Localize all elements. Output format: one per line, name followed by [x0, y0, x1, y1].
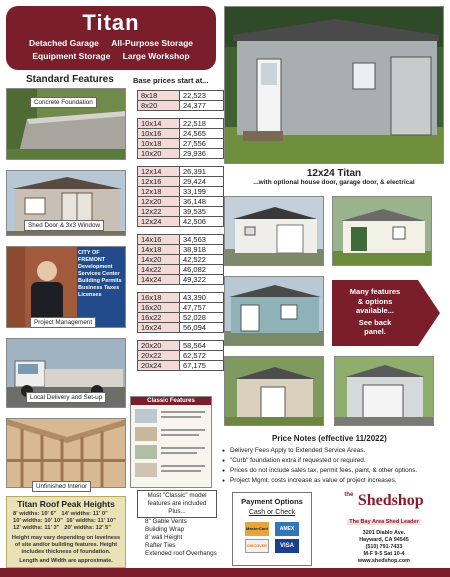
arrow-line: available... — [356, 306, 394, 315]
price-group — [137, 118, 224, 159]
price-cell: 24,565 — [180, 129, 224, 139]
main-photo-titan — [224, 6, 444, 164]
sign-line-licenses: Licenses — [78, 292, 102, 298]
price-cell: 56,094 — [180, 323, 224, 333]
arrow-text — [332, 280, 418, 346]
size-cell: 20x22 — [138, 351, 180, 361]
price-tables — [137, 90, 224, 378]
price-row — [138, 235, 224, 245]
gallery-photo-5 — [334, 356, 434, 426]
use-equipment-storage: Equipment Storage — [32, 51, 111, 61]
card-logos — [233, 520, 311, 554]
size-cell: 14x22 — [138, 265, 180, 275]
size-cell: 10x18 — [138, 139, 180, 149]
price-cell: 49,322 — [180, 275, 224, 285]
classic-extras — [137, 490, 217, 558]
price-row — [138, 167, 224, 177]
price-row — [138, 245, 224, 255]
size-cell: 8x18 — [138, 91, 180, 101]
gallery-photo-2 — [332, 196, 432, 266]
price-group — [137, 90, 224, 111]
flyer-thumbnails — [131, 405, 211, 483]
standard-features-title: Standard Features — [26, 74, 114, 85]
peak-note-1: Height may vary depending on levelness of site and/or building features. Height includes thickness of foundation. — [11, 535, 121, 555]
price-note-item: ● Prices do not include sales tax, permit fees, paint, & other options. — [222, 467, 448, 474]
size-cell: 12x18 — [138, 187, 180, 197]
price-row — [138, 217, 224, 227]
peak-cell: 20' widths: 12' 5" — [64, 525, 112, 531]
size-cell: 12x24 — [138, 217, 180, 227]
price-row — [138, 293, 224, 303]
city-sign — [78, 250, 122, 299]
price-row — [138, 119, 224, 129]
price-row — [138, 303, 224, 313]
size-cell: 12x16 — [138, 177, 180, 187]
sign-line-taxes: Business Taxes — [78, 285, 120, 291]
mastercard-logo: MasterCard — [245, 522, 269, 536]
price-cell: 42,522 — [180, 255, 224, 265]
price-group — [137, 234, 224, 285]
peak-rows — [7, 509, 125, 534]
price-row — [138, 341, 224, 351]
price-cell: 42,506 — [180, 217, 224, 227]
price-cell: 22,523 — [180, 91, 224, 101]
peak-row — [13, 525, 119, 532]
peak-note-2: Length and Width are approximate. — [19, 558, 113, 564]
roof-peak-heights-box — [6, 496, 126, 568]
price-cell: 26,391 — [180, 167, 224, 177]
shedshop-logo-block — [322, 492, 446, 576]
website-line: www.shedshop.com — [358, 558, 410, 564]
price-cell: 27,556 — [180, 139, 224, 149]
sign-line-dept: Development Services Center — [78, 264, 120, 277]
arrow-line: panel. — [364, 327, 386, 336]
size-cell: 10x20 — [138, 149, 180, 159]
price-row — [138, 361, 224, 371]
amex-logo: AMEX — [275, 522, 299, 536]
price-cell: 43,390 — [180, 293, 224, 303]
hours-line: M-F 9-5 Sat 10-4 — [363, 551, 405, 557]
price-row — [138, 265, 224, 275]
price-cell: 39,535 — [180, 207, 224, 217]
gallery-photo-1 — [224, 196, 324, 266]
size-cell: 14x24 — [138, 275, 180, 285]
bottom-bar — [0, 568, 450, 577]
photo-unfinished-interior — [6, 418, 126, 488]
price-cell: 58,564 — [180, 341, 224, 351]
price-cell: 67,175 — [180, 361, 224, 371]
size-cell: 16x22 — [138, 313, 180, 323]
price-cell: 29,424 — [180, 177, 224, 187]
price-row — [138, 101, 224, 111]
classic-item-gable-vents: 8" Gable Vents — [145, 518, 187, 525]
peak-title: Titan Roof Peak Heights — [17, 499, 115, 509]
classic-item-wall-height: 8' wall Height — [145, 534, 183, 541]
price-note-item: ● Delivery Fees Apply to Extended Service Areas. — [222, 447, 448, 454]
price-row — [138, 323, 224, 333]
price-row — [138, 91, 224, 101]
arrow-line: Many features — [349, 287, 401, 296]
caption-shed-door-window: Shed Door & 3x3 Window — [24, 220, 104, 231]
title-banner — [6, 6, 216, 70]
visa-logo: VISA — [275, 539, 299, 553]
peak-cell: 8' widths: 10' 6" — [13, 511, 57, 517]
peak-cell: 10' widths: 10' 10" — [13, 518, 63, 524]
size-cell: 10x16 — [138, 129, 180, 139]
size-cell: 20x24 — [138, 361, 180, 371]
use-all-purpose-storage: All-Purpose Storage — [111, 38, 193, 48]
subtitle-line-2 — [6, 51, 216, 62]
price-row — [138, 255, 224, 265]
subtitle-line-1 — [6, 38, 216, 49]
size-cell: 16x18 — [138, 293, 180, 303]
caption-local-delivery: Local Delivery and Set-up — [26, 392, 106, 403]
logo-tagline: The Bay Area Shed Leader — [349, 519, 419, 525]
peak-cell: 16' widths: 11' 10" — [66, 518, 116, 524]
size-cell: 16x20 — [138, 303, 180, 313]
main-photo-caption — [224, 168, 444, 186]
shedshop-logo — [322, 492, 446, 510]
size-cell: 16x24 — [138, 323, 180, 333]
main-caption-title: 12x24 Titan — [306, 168, 362, 179]
price-row — [138, 351, 224, 361]
price-row — [138, 139, 224, 149]
phone-line: (510) 791-7433 — [365, 544, 403, 550]
caption-project-management: Project Management — [30, 317, 96, 328]
peak-row — [13, 511, 119, 518]
size-cell: 14x18 — [138, 245, 180, 255]
classic-item-roof-overhangs: Extended roof Overhangs — [145, 550, 217, 557]
sign-line-permits: Building Permits — [78, 278, 122, 284]
prices-title: Base prices start at... — [133, 76, 209, 85]
logo-brand: Shedshop — [357, 492, 424, 509]
size-cell: 14x20 — [138, 255, 180, 265]
price-cell: 34,563 — [180, 235, 224, 245]
classic-features-flyer — [130, 396, 212, 488]
price-row — [138, 313, 224, 323]
price-row — [138, 207, 224, 217]
price-group — [137, 292, 224, 333]
price-cell: 52,028 — [180, 313, 224, 323]
price-cell: 24,377 — [180, 101, 224, 111]
arrow-line: See back — [358, 317, 392, 327]
price-row — [138, 187, 224, 197]
price-group — [137, 166, 224, 227]
arrow-line: & options — [357, 296, 393, 306]
payment-cash-check: Cash or Check — [248, 509, 296, 516]
features-arrow-callout — [332, 280, 440, 346]
price-note-item: ● "Curb" foundation extra if requested or required. — [222, 457, 448, 464]
use-large-workshop: Large Workshop — [122, 51, 190, 61]
price-note-item: ● Project Mgmt. costs increase as value of project increases. — [222, 477, 448, 484]
price-cell: 22,518 — [180, 119, 224, 129]
price-row — [138, 149, 224, 159]
main-caption-subtitle: ...with optional house door, garage door, & electrical — [253, 179, 415, 186]
price-cell: 36,148 — [180, 197, 224, 207]
price-cell: 38,918 — [180, 245, 224, 255]
price-notes-title: Price Notes (effective 11/2022) — [272, 434, 387, 443]
size-cell: 14x16 — [138, 235, 180, 245]
price-cell: 46,082 — [180, 265, 224, 275]
sign-line-city: CITY OF FREMONT — [78, 250, 106, 263]
gallery-photo-4 — [224, 356, 324, 426]
address-line: Hayward, CA 94545 — [359, 537, 409, 543]
price-row — [138, 275, 224, 285]
size-cell: 20x20 — [138, 341, 180, 351]
price-cell: 47,757 — [180, 303, 224, 313]
price-cell: 62,572 — [180, 351, 224, 361]
payment-title: Payment Options — [241, 497, 303, 506]
size-cell: 12x22 — [138, 207, 180, 217]
size-cell: 8x20 — [138, 101, 180, 111]
peak-cell: 14' widths: 11' 0" — [61, 511, 108, 517]
classic-item-rafter-ties: Rafter Ties — [145, 542, 176, 549]
use-detached-garage: Detached Garage — [28, 38, 99, 48]
classic-item-building-wrap: Building Wrap — [145, 526, 185, 533]
flyer-title: Classic Features — [131, 397, 211, 405]
classic-intro: Most "Classic" model features are included Plus... — [137, 490, 217, 518]
price-cell: 29,936 — [180, 149, 224, 159]
size-cell: 12x14 — [138, 167, 180, 177]
peak-cell: 12' widths: 11' 3" — [13, 525, 60, 531]
price-group — [137, 340, 224, 371]
price-row — [138, 177, 224, 187]
price-row — [138, 129, 224, 139]
price-notes-list — [222, 447, 448, 487]
price-cell: 33,199 — [180, 187, 224, 197]
caption-concrete-foundation: Concrete Foundation — [30, 97, 97, 108]
logo-the: the — [344, 492, 354, 498]
address-line: 3201 Diablo Ave. — [362, 530, 406, 536]
size-cell: 10x14 — [138, 119, 180, 129]
payment-options-box — [232, 492, 312, 566]
peak-row — [13, 518, 119, 525]
gallery-photo-3 — [224, 276, 324, 346]
discover-logo: DISCOVER — [245, 539, 269, 553]
price-row — [138, 197, 224, 207]
page-title: Titan — [82, 10, 140, 35]
size-cell: 12x20 — [138, 197, 180, 207]
caption-unfinished-interior: Unfinished Interior — [32, 481, 91, 492]
shop-address — [322, 530, 446, 565]
